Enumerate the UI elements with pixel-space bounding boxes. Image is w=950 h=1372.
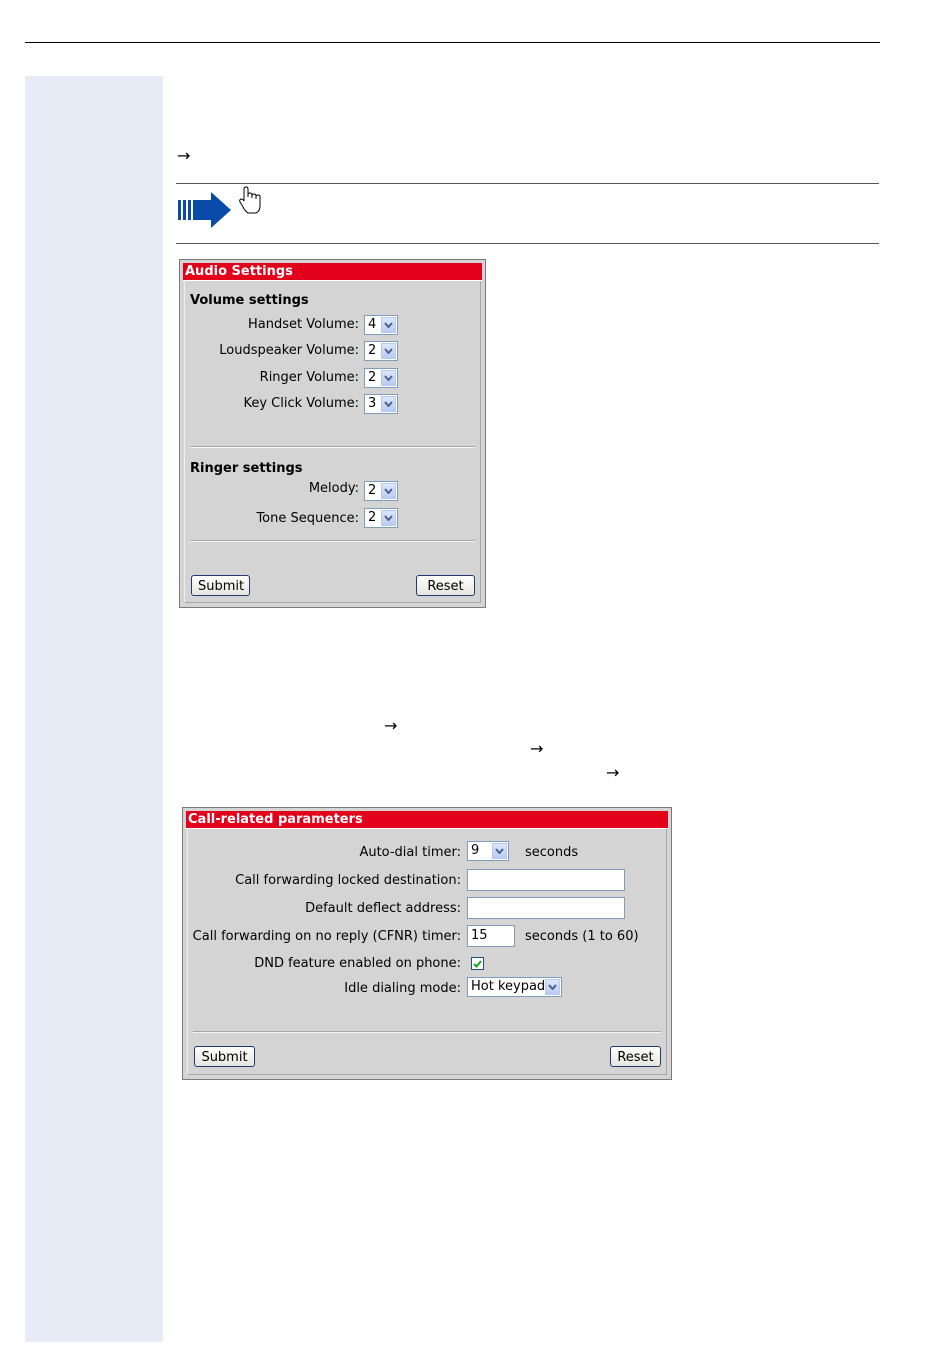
default-deflect-address-input[interactable] (467, 897, 625, 919)
handset-volume-label: Handset Volume: (248, 317, 359, 332)
audio-reset-button[interactable]: Reset (416, 575, 475, 596)
call-reset-button[interactable]: Reset (610, 1046, 661, 1067)
auto-dial-timer-label: Auto-dial timer: (359, 845, 461, 860)
call-submit-button[interactable]: Submit (194, 1046, 255, 1067)
sidebar-margin (25, 76, 163, 1342)
chevron-down-icon[interactable] (492, 843, 507, 859)
audio-settings-title: Audio Settings (183, 263, 482, 281)
ringer-volume-label: Ringer Volume: (259, 370, 359, 385)
idle-dialing-mode-label: Idle dialing mode: (344, 981, 461, 996)
call-parameters-panel (182, 807, 672, 1080)
dnd-enabled-label: DND feature enabled on phone: (254, 956, 461, 971)
tone-sequence-select[interactable]: 2 (364, 508, 398, 528)
idle-dialing-mode-select[interactable]: Hot keypad (467, 977, 562, 997)
volume-settings-heading: Volume settings (190, 293, 309, 308)
chevron-down-icon[interactable] (545, 979, 560, 995)
section-divider (193, 1031, 661, 1033)
chevron-down-icon[interactable] (381, 483, 396, 499)
tone-sequence-label: Tone Sequence: (256, 511, 359, 526)
chevron-down-icon[interactable] (381, 343, 396, 359)
chevron-down-icon[interactable] (381, 370, 396, 386)
arrow-icon: → (606, 763, 620, 782)
section-divider (190, 540, 475, 542)
loudspeaker-volume-label: Loudspeaker Volume: (219, 343, 359, 358)
cfnr-timer-input[interactable]: 15 (467, 925, 515, 947)
audio-submit-button[interactable]: Submit (191, 575, 250, 596)
top-rule (25, 42, 880, 43)
key-click-volume-label: Key Click Volume: (243, 396, 359, 411)
cfnr-timer-label: Call forwarding on no reply (CFNR) timer: (192, 929, 461, 944)
auto-dial-timer-unit: seconds (525, 845, 579, 860)
arrow-icon: → (530, 739, 544, 758)
cfnr-timer-unit: seconds (1 to 60) (525, 929, 639, 944)
chevron-down-icon[interactable] (381, 317, 396, 333)
default-deflect-address-label: Default deflect address: (305, 901, 461, 916)
audio-settings-panel (179, 259, 486, 608)
note-bottom-rule (176, 243, 879, 244)
section-divider (190, 446, 475, 448)
checkmark-icon (473, 960, 482, 968)
arrow-icon: → (177, 146, 191, 165)
ringer-volume-select[interactable]: 2 (364, 368, 398, 388)
dnd-enabled-checkbox[interactable] (471, 957, 484, 970)
key-click-volume-select[interactable]: 3 (364, 394, 398, 414)
arrow-icon: → (384, 716, 398, 735)
auto-dial-timer-select[interactable]: 9 (467, 841, 509, 861)
call-parameters-title: Call-related parameters (186, 811, 668, 829)
handset-volume-select[interactable]: 4 (364, 315, 398, 335)
note-pointer-icon (176, 186, 266, 234)
melody-label: Melody: (308, 481, 359, 496)
chevron-down-icon[interactable] (381, 510, 396, 526)
chevron-down-icon[interactable] (381, 396, 396, 412)
melody-select[interactable]: 2 (364, 481, 398, 501)
loudspeaker-volume-select[interactable]: 2 (364, 341, 398, 361)
cf-locked-destination-label: Call forwarding locked destination: (235, 873, 461, 888)
cf-locked-destination-input[interactable] (467, 869, 625, 891)
ringer-settings-heading: Ringer settings (190, 461, 303, 476)
note-top-rule (176, 183, 879, 184)
